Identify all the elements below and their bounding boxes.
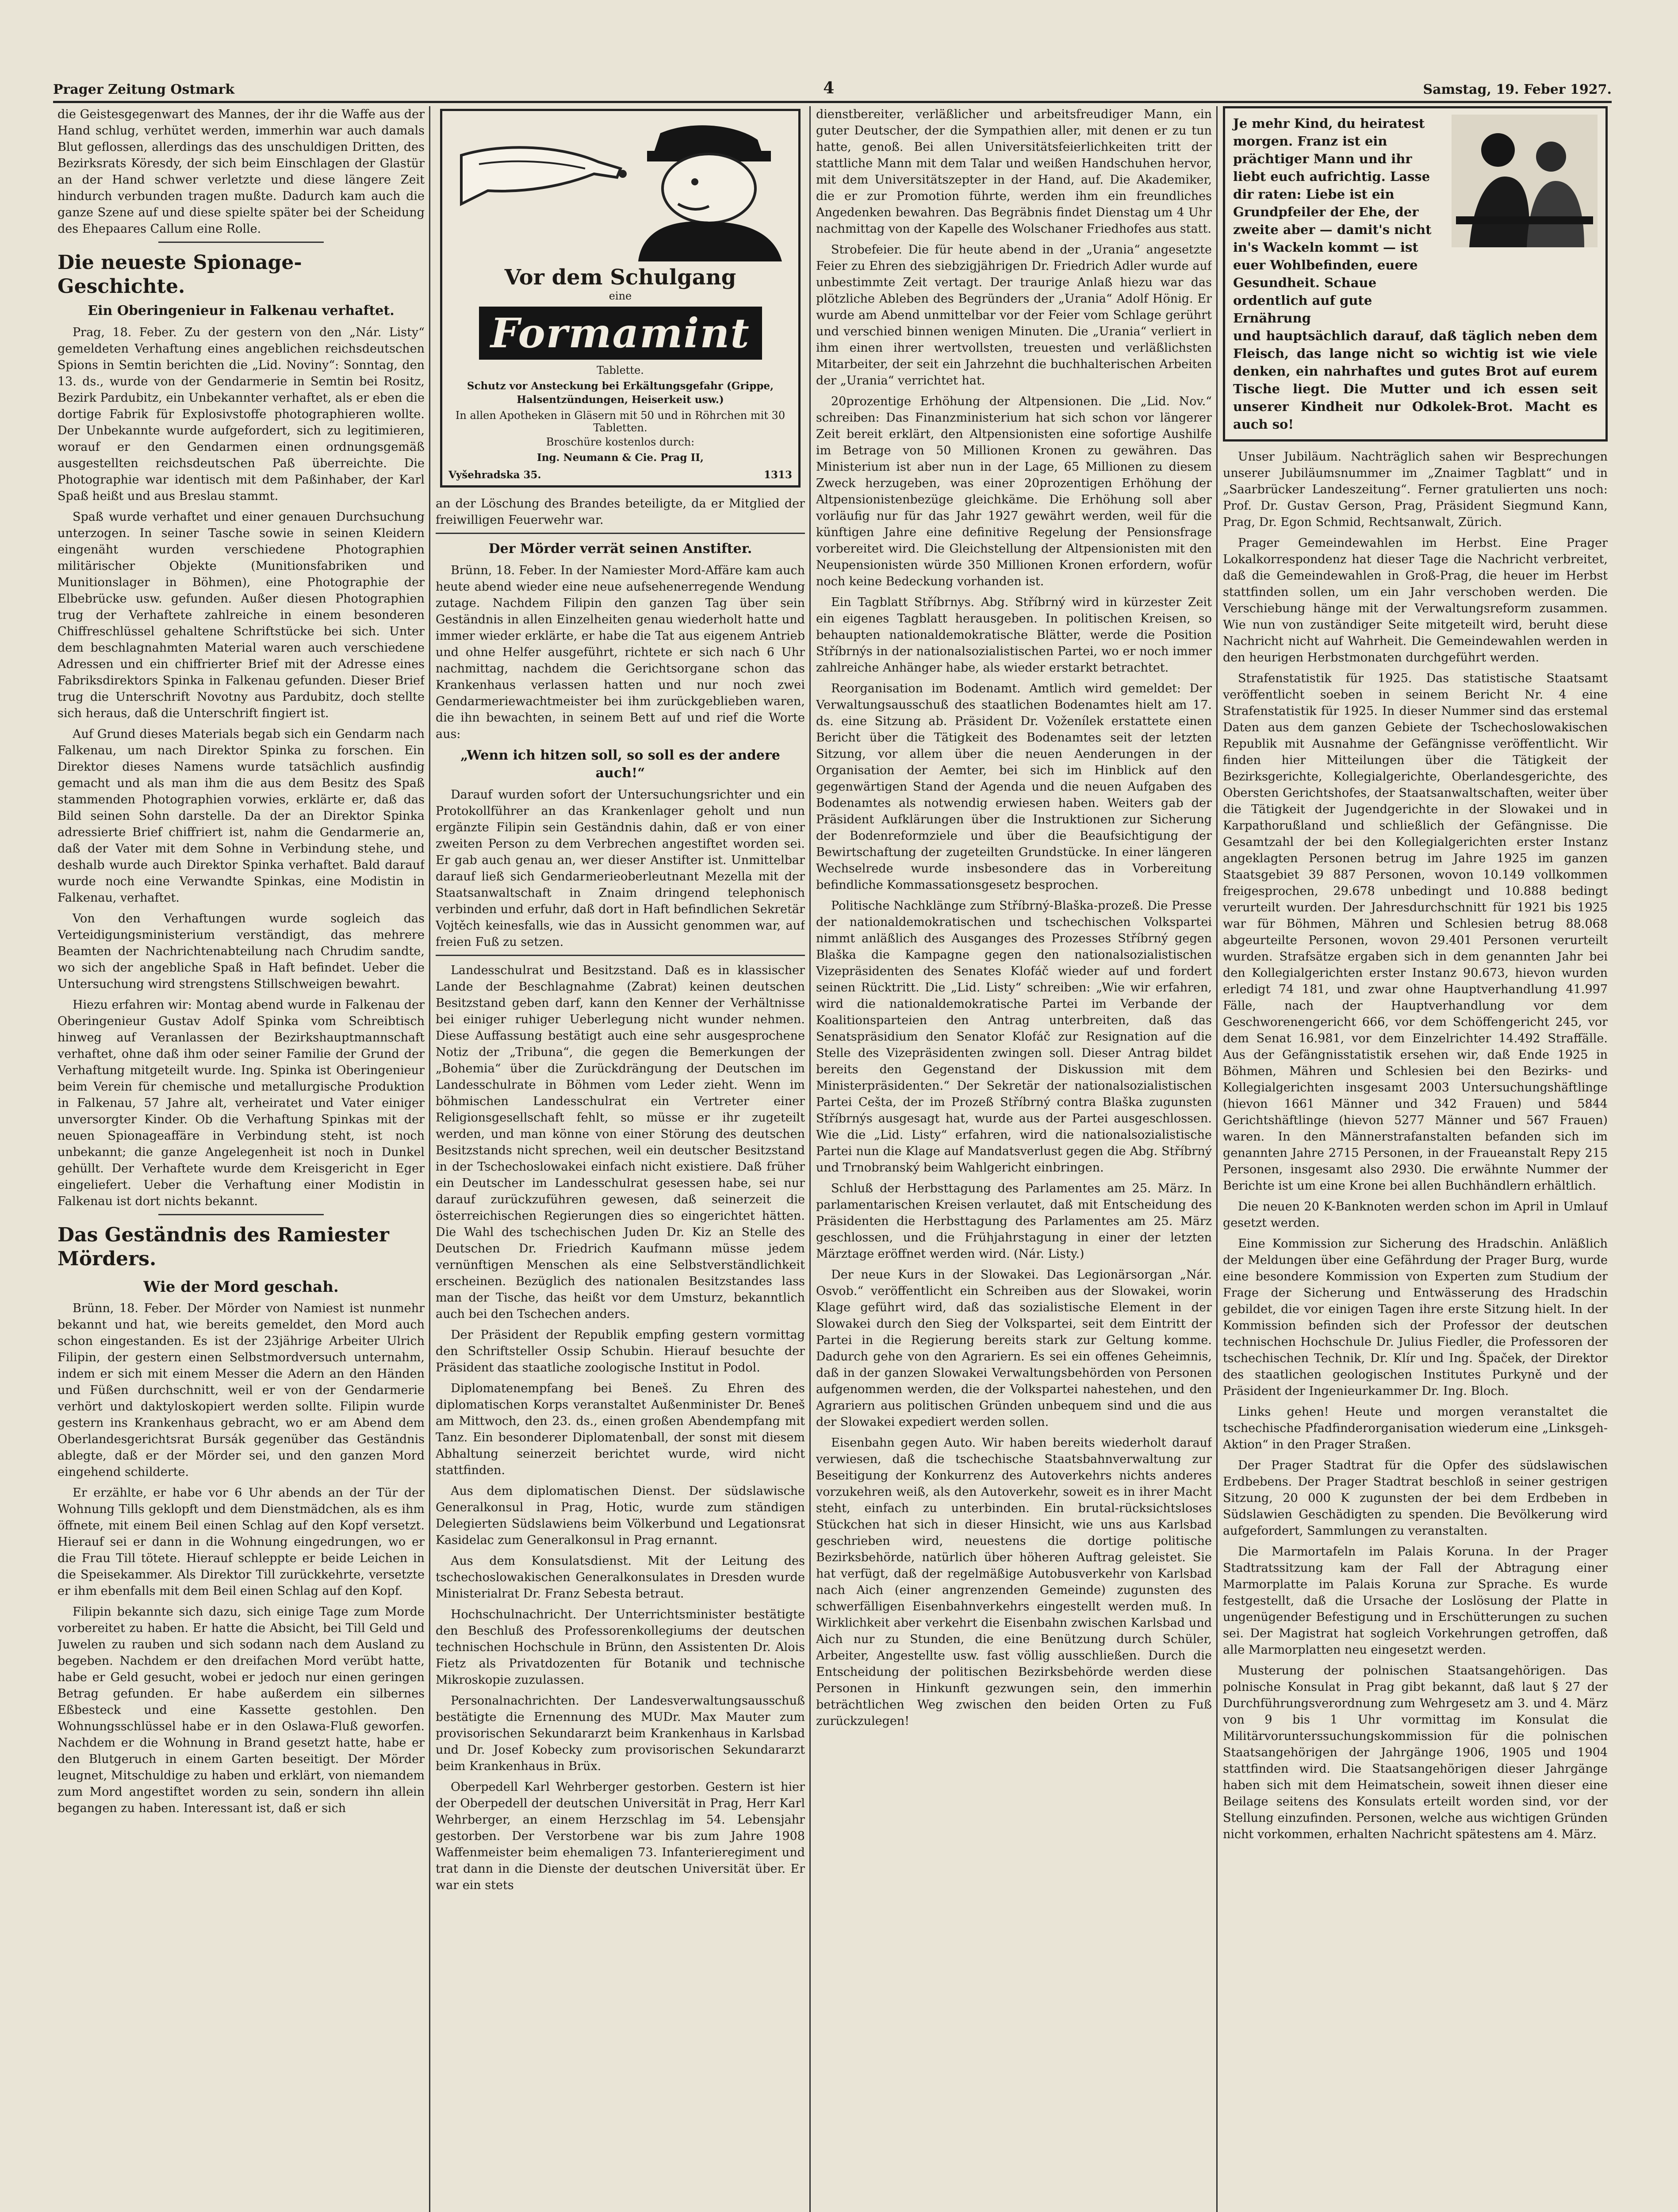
- ad-street: Vyšehradska 35.: [448, 469, 541, 481]
- ad-address-row: [448, 469, 792, 481]
- column-1: [57, 106, 425, 2212]
- article-text: Die Marmortafeln im Palais Koruna. In der Prager Stadtratssitzung kam der Fall der Abtragung einer Marmorplatte im Palais Koruna zur Sprache. Es wurde festgestellt, daß die Ursache der Loslösung der Platte in ungenügender Befestigung und in Erschütterungen zu suchen sei. Der Magistrat hat sogleich Vorkehrungen getroffen, daß alle Marmorplatten neu eingesetzt werden.: [1223, 1545, 1608, 1657]
- headline-instigator: Der Mörder verrät seinen Anstifter.: [488, 541, 752, 557]
- ad-body: [1233, 115, 1598, 327]
- illustration-mother-daughter: [1452, 115, 1598, 247]
- article-text: die Geistesgegenwart des Mannes, der ihr die Waffe aus der Hand schlug, verhütet werden, immerhin war auch damals Blut geflossen, allerdings das des unschuldigen Dritten, des Bezirksrats Köresdy, der sich beim Einschlagen der Glastür an der Hand schwer verletzte und diese längere Zeit hindurch verbunden tragen mußte. Dadurch kam auch die ganze Szene auf und diese spielte später bei der Scheidung des Ehepaares Callum eine Rolle.: [57, 108, 425, 236]
- column-4: [1223, 106, 1608, 2212]
- article-text: Landesschulrat und Besitzstand. Daß es in klassischer Lande der Beschlagnahme (Zabrat) keinen deutschen Besitzstand geben darf, kann den Kenner der Verhältnisse bei einiger ruhiger Ueberlegung nicht wunder nehmen. Diese Auffassung bestätigt auch eine sehr ausgesprochene Notiz der „Tribuna“, die gegen die Bemerkungen der „Bohemia“ über die Zurückdrängung der Deutschen im Landesschulrate in Böhmen vom Leder zieht. Wenn im böhmischen Landesschulrat ein Vertreter einer Religionsgesellschaft fehlt, so müsse er ihr zugeteilt werden, und man könne von einer Störung des deutschen Besitzstands nicht sprechen, weil ein deutscher Besitzstand in der Tschechoslowakei einfach nicht existiere. Daß früher ein Deutscher im Landesschulrat gesessen habe, sei nur darauf zurückzuführen gewesen, daß seinerzeit die österreichischen Regierungen dies so eingerichtet hätten. Die Wahl des tschechischen Juden Dr. Kiz an Stelle des Deutschen Dr. Friedrich Kaufmann müsse jedem vernünftigen Menschen als eine Selbstverständlichkeit erscheinen. Bezüglich des nationalen Besitzstandes lass man der Tische, das heißt vor dem Umsturz, bekanntlich auch bei den Tschechen anders.: [436, 964, 805, 1321]
- article-text: Prag, 18. Feber. Zu der gestern von den „Nár. Listy“ gemeldeten Verhaftung eines angeblichen reichsdeutschen Spions in Semtin berichten die „Lid. Noviny“: Sonntag, den 13. ds., wurde von der Gendarmerie in Semtin bei Rositz, Bezirk Pardubitz, ein Unbekannter verhaftet, als er eben die dortige Fabrik für Explosivstoffe photographieren wollte. Der Unbekannte wurde aufgefordert, sich zu legitimieren, worauf er den Gendarmen einen ordnungsgemäß ausgestellten reichsdeutschen Paß überreichte. Die Photographie war identisch mit dem Paßinhaber, der Karl Spaß heißt und aus Breslau stammt.: [57, 326, 425, 503]
- article-text: Eisenbahn gegen Auto. Wir haben bereits wiederholt darauf verwiesen, daß die tschechische Staatsbahnverwaltung zur Beseitigung der Konkurrenz des Autoverkehrs nichts anderes vorzukehren weiß, als den Autoverkehr, soweit es in ihrer Macht steht, einfach zu unterbinden. Ein brutal-rücksichtsloses Stückchen hat sich in dieser Hinsicht, wie uns aus Karlsbad geschrieben wird, neuestens die dortige politische Bezirksbehörde, natürlich über höheren Auftrag geleistet. Sie hat verfügt, daß der regelmäßige Autobusverkehr von Karlsbad nach Aich (einer angrenzenden Gemeinde) zugunsten des schwerfälligen Eisenbahnverkehrs eingestellt werden muß. In Wirklichkeit aber verkehrt die Eisenbahn zwischen Karlsbad und Aich nur zu Stunden, die eine Benützung durch Schüler, Arbeiter, Angestellte usw. fast völlig ausschließen. Durch die Entscheidung der politischen Bezirksbehörde werden diese Personen in Hinkunft gezwungen sein, den immerhin beträchtlichen Weg zwischen den beiden Orten zu Fuß zurückzulegen!: [816, 1436, 1212, 1728]
- illustration-hand-and-boy: [452, 115, 789, 261]
- article-text: Hiezu erfahren wir: Montag abend wurde in Falkenau der Oberingenieur Gustav Adolf Spinka vom Schreibtisch hinweg auf Veranlassen der Bezirkshauptmannschaft verhaftet, ohne daß ihm oder seiner Familie der Grund der Verhaftung mitgeteilt wurde. Ing. Spinka ist Oberingenieur beim Verein für chemische und metallurgische Produktion in Falkenau, 57 Jahre alt, verheiratet und Vater einiger unversorgter Kinder. Ob die Verhaftung Spinkas mit der neuen Spionageaffäre in Verbindung steht, ist noch unbekannt; die ganze Angelegenheit ist noch in Dunkel gehüllt. Der Verhaftete wurde dem Kreisgericht in Eger eingeliefert. Ueber die Verhaftung einer Modistin in Falkenau ist dort nichts bekannt.: [57, 998, 425, 1208]
- ad-brochure: Broschüre kostenlos durch:: [546, 436, 695, 448]
- quote: „Wenn ich hitzen soll, so soll es der andere auch!“: [460, 748, 780, 781]
- ad-text-bottom: und hauptsächlich darauf, daß täglich neben dem Fleisch, das lange nicht so wichtig ist wie viele denken, ein nahrhaftes und gutes Brot auf eurem Tische liegt. Die Mutter und ich essen seit unserer Kindheit nur Odkolek-Brot. Macht es auch so!: [1233, 328, 1598, 432]
- article-text: Darauf wurden sofort der Untersuchungsrichter und ein Protokollführer an das Krankenlager geholt und nun ergänzte Filipin sein Geständnis dahin, daß er von einer zweiten Person zu dem Verbrechen angestiftet worden sei. Er gab auch genau an, wer dieser Anstifter ist. Unmittelbar darauf ließ sich Gendarmerieoberleutnant Mezella mit der Staatsanwaltschaft in Znaim dringend telephonisch verbinden und erfuhr, daß dort in Haft befindlichen Sekretär Vojtěch keinesfalls, wie das in Aussicht genommen war, auf freien Fuß zu setzen.: [436, 788, 805, 949]
- article-text: 20prozentige Erhöhung der Altpensionen. Die „Lid. Nov.“ schreiben: Das Finanzministerium hat sich schon vor längerer Zeit bereit erklärt, den Altpensionisten eine sofortige Aushilfe im Betrage von 50 Millionen Kronen zu gewähren. Das Ministerium ist aber nun in der Lage, 65 Millionen zu diesem Zweck herzugeben, was einer 20prozentigen Erhöhung der Altpensionistenbezüge gleichkäme. Die Erhöhung soll aber vorläufig nur für das Jahr 1927 gewährt werden, weil für die künftigen Jahre eine definitive Regelung der Pensionsfrage vorbereitet wird. Die Gleichstellung der Altpensionisten mit den Neupensionisten würde 350 Millionen Kronen erfordern, wofür noch keine Bedeckung vorhanden ist.: [816, 395, 1212, 588]
- article-text: Aus dem Konsulatsdienst. Mit der Leitung des tschechoslowakischen Generalkonsulates in Dresden wurde Ministerialrat Dr. Franz Sebesta betraut.: [436, 1554, 805, 1601]
- article-text: Links gehen! Heute und morgen veranstaltet die tschechische Pfadfinderorganisation wiederum eine „Linksgeh-Aktion“ in den Prager Straßen.: [1223, 1405, 1608, 1452]
- article-text: Politische Nachklänge zum Stříbrný-Blaška-prozeß. Die Presse der nationaldemokratischen und tschechischen Volkspartei nimmt anläßlich des Ausganges des Prozesses Stříbrný gegen Blaška die Kampagne gegen den nationalsozialistischen Vizepräsidenten des Senates Klofáč wieder auf und fordert seinen Rücktritt. Die „Lid. Listy“ schreiben: „Wie wir erfahren, wird die nationaldemokratische Partei im Verbande der Koalitionsparteien den Antrag unterbreiten, daß das Senatspräsidium den Senator Klofáč zur Resignation auf die Stelle des Vizepräsidenten zwingen soll. Dieser Antrag bildet bereits den Gegenstand der Diskussion mit dem Ministerpräsidenten.“ Der Sekretär der nationalsozialistischen Partei Cešta, der im Prozeß Stříbrný contra Blaška zugunsten Stříbrnýs ausgesagt hat, wurde aus der Partei ausgeschlossen. Wie die „Lid. Listy“ erfahren, wird die nationalsozialistische Partei nun die Klage auf Mandatsverlust gegen die Abg. Stříbrný und Trnobranský beim Wahlgericht einbringen.: [816, 899, 1212, 1175]
- article-text: Personalnachrichten. Der Landesverwaltungsausschuß bestätigte die Ernennung des MUDr. Max Mauter zum provisorischen Sekundararzt beim Krankenhaus in Karlsbad und Dr. Josef Kobecky zum provisorischen Sekundararzt beim Krankenhaus in Brüx.: [436, 1694, 805, 1773]
- article-text: Filipin bekannte sich dazu, sich einige Tage zum Morde vorbereitet zu haben. Er hatte die Absicht, bei Till Geld und Juwelen zu rauben und sich sodann nach dem Ausland zu begeben. Nachdem er den dreifachen Mord verübt hatte, habe er Geld gesucht, wobei er jedoch nur einen geringen Betrag gefunden. Er habe außerdem ein silbernes Eßbesteck und eine Kassette gestohlen. Den Wohnungsschlüssel habe er in den Oslawa-Fluß geworfen. Nachdem er die Wohnung in Brand gesetzt hatte, habe er den Blutgeruch in einem Garten beseitigt. Der Mörder leugnet, Mitschuldige zu haben und erklärt, von niemandem zum Mord angestiftet worden zu sein, sondern ihn allein begangen zu haben. Interessant ist, daß er sich: [57, 1605, 425, 1815]
- article-text: Schluß der Herbsttagung des Parlamentes am 25. März. In parlamentarischen Kreisen verlautet, daß mit Entscheidung des Präsidenten die Herbsttagung des Parlamentes am 25. März geschlossen, und die Frühjahrstagung in einer der letzten Märztage eröffnet werden wird. (Nár. Listy.): [816, 1182, 1212, 1261]
- ad-text-top: Je mehr Kind, du heiratest morgen. Franz ist ein prächtiger Mann und ihr liebt euch aufrichtig. Lasse dir raten: Liebe ist ein Grundpfeiler der Ehe, der zweite aber — damit's nicht in's Wackeln kommt — ist euer Wohlbefinden, euere Gesundheit. Schaue ordentlich auf gute Ernährung: [1233, 116, 1432, 326]
- article-text: Er erzählte, er habe vor 6 Uhr abends an der Tür der Wohnung Tills geklopft und dem Dienstmädchen, als es ihm öffnete, mit einem Beil einen Schlag auf den Kopf versetzt. Hierauf sei er dann in die Wohnung eingedrungen, wo er die Frau Till tötete. Hierauf schleppte er beide Leichen in die Speisekammer. Als Direktor Till zurückkehrte, versetzte er ihm ebenfalls mit dem Beil einen Schlag auf den Kopf.: [57, 1486, 425, 1598]
- ad-headline: Vor dem Schulgang: [504, 265, 736, 290]
- article-text: dienstbereiter, verläßlicher und arbeitsfreudiger Mann, ein guter Deutscher, der die Sympathien aller, mit denen er zu tun hatte, genoß. Bei allen Universitätsfeierlichkeiten tritt der stattliche Mann mit dem Talar und weißen Handschuhen hervor, mit dem Universitätszepter in der Hand, auf. Die Akademiker, die er zur Promotion führte, werden ihm ein freundliches Angedenken bewahren. Das Begräbnis findet Dienstag um 4 Uhr nachmittag von der Kapelle des Wolschaner Friedhofes aus statt.: [816, 108, 1212, 236]
- article-text: Brünn, 18. Feber. In der Namiester Mord-Affäre kam auch heute abend wieder eine neue aufsehenerregende Wendung zutage. Nachdem Filipin den ganzen Tag über sein Geständnis in allen Einzelheiten genau wiederholt hatte und immer wieder erklärte, er habe die Tat aus eigenem Antrieb und ohne Helfer ausgeführt, richtete er sich nach 6 Uhr nachmittag, nachdem die Gerichtsorgane schon das Krankenhaus verlassen hatten und nur noch zwei Gendarmeriewachtmeister bei ihm zurückgeblieben waren, die ihn bewachten, in seinem Bett auf und rief die Worte aus:: [436, 564, 805, 741]
- subheadline-spy: Ein Oberingenieur in Falkenau verhaftet.: [88, 303, 395, 319]
- article-text: Der Prager Stadtrat für die Opfer des südslawischen Erdbebens. Der Prager Stadtrat beschloß in seiner gestrigen Sitzung, 20 000 K zugunsten der bei dem Erdbeben in Südslawien Geschädigten zu spenden. Die Bevölkerung wird aufgefordert, Sammlungen zu veranstalten.: [1223, 1459, 1608, 1538]
- ad-availability: In allen Apotheken in Gläsern mit 50 und in Röhrchen mit 30 Tabletten.: [455, 409, 785, 434]
- article-text: Strobefeier. Die für heute abend in der „Urania“ angesetzte Feier zu Ehren des siebzigjährigen Dr. Friedrich Adler wurde auf unbestimmte Zeit vertagt. Der traurige Anlaß hiezu war das plötzliche Ableben des Begründers der „Urania“ Adolf Hönig. Er wurde am Abend unmittelbar vor der Feier vom Schlage gerührt und verschied binnen wenigen Minuten. Die „Urania“ verliert in ihm einen ihrer wertvollsten, treuesten und verläßlichsten Mitarbeiter, der seit ein Jahrzehnt die buchhalterischen Arbeiten der „Urania“ verrichtet hat.: [816, 243, 1212, 388]
- article-text: Oberpedell Karl Wehrberger gestorben. Gestern ist hier der Oberpedell der deutschen Universität in Prag, Herr Karl Wehrberger, an einem Herzschlag im 54. Lebensjahr gestorben. Der Verstorbene war bis zum Jahre 1908 Waffenmeister beim ehemaligen 73. Infanterieregiment und trat dann in die Dienste der deutschen Universität über. Er war ein stets: [436, 1780, 805, 1892]
- article-text: Strafenstatistik für 1925. Das statistische Staatsamt veröffentlicht soeben in seinem Bericht Nr. 4 eine Strafenstatistik für 1925. In dieser Nummer sind das erstemal Daten aus dem ganzen Gebiete der Tschechoslowakischen Republik mit Ausnahme der Gefängnisse veröffentlicht. Wir finden hier Mitteilungen über die Tätigkeit der Bezirksgerichte, Kollegialgerichte, Oberlandesgerichte, des Obersten Gerichtshofes, der Staatsanwaltschaften, weiter über die Tätigkeit der Jugendgerichte in der Slowakei und in Karpathorußland und schließlich der Gefängnisse. Die Gesamtzahl der bei den Kollegialgerichten erster Instanz angeklagten Personen betrug im Jahre 1925 im ganzen Staatsgebiet 39 887 Personen, wovon 10.149 vollkommen freigesprochen, 29.678 unbedingt und 10.888 bedingt verurteilt wurden. Der Jahresdurchschnitt für 1921 bis 1925 war für Böhmen, Mähren und Schlesien betrug 88.068 abgeurteilte Personen, wovon 29.401 Personen verurteilt wurden. Strafsätze ergaben sich in dem genannten Jahr bei den Kollegialgerichten erster Instanz 90.673, hievon wurden erledigt 74 181, und zwar ohne Hauptverhandlung 41.997 Fälle, nach der Hauptverhandlung vor dem Geschworenengericht 666, vor dem Schöffengericht 245, vor dem Senat 16.981, vor dem Einzelrichter 14.492 Straffälle. Aus der Gefängnisstatistik ersehen wir, daß Ende 1925 in Böhmen, Mähren und Schlesien bei den Bezirks- und Kollegialgerichten insgesamt 2003 Untersuchungshäftlinge (hievon 1661 Männer und 342 Frauen) und 5844 Gerichtshäftlinge (hievon 5277 Männer und 567 Frauen) waren. In den Männerstrafanstalten befanden sich im genannten Jahre 2715 Personen, in der Fraueanstalt Repy 215 Personen, insgesamt also 2930. Die erwähnte Nummer der Berichte ist um eine Krone bei allen Buchhändlern erhältlich.: [1223, 672, 1608, 1193]
- article-text: Hochschulnachricht. Der Unterrichtsminister bestätigte den Beschluß des Professorenkollegiums der deutschen technischen Hochschule in Brünn, den Assistenten Dr. Alois Fietz als Privatdozenten für Botanik und technische Mikroskopie zuzulassen.: [436, 1608, 805, 1687]
- page-number: 4: [823, 79, 835, 97]
- subheadline-confession: Wie der Mord geschah.: [143, 1278, 339, 1296]
- article-text: Prager Gemeindewahlen im Herbst. Eine Prager Lokalkorrespondenz hat dieser Tage die Nachricht verbreitet, daß die Gemeindewahlen in Groß-Prag, die heuer im Herbst stattfinden sollen, um ein Jahr verschoben werden. Die Verschiebung hänge mit der Verwaltungsreform zusammen. Wie nun von zuständiger Seite mitgeteilt wird, beruht diese Nachricht nicht auf Wahrheit. Die Gemeindewahlen werden in den heurigen Herbstmonaten durchgeführt werden.: [1223, 536, 1608, 664]
- article-text: Diplomatenempfang bei Beneš. Zu Ehren des diplomatischen Korps veranstaltet Außenminister Dr. Beneš am Mittwoch, den 23. ds., einen großen Abendempfang mit Tanz. Ein besonderer Diplomatenball, der sonst mit diesem Abhaltung seinerzeit berichtet wurde, wird nicht stattfinden.: [436, 1382, 805, 1477]
- column-2: [436, 106, 805, 2212]
- article-text: Unser Jubiläum. Nachträglich sahen wir Besprechungen unserer Jubiläumsnummer im „Znaimer Tagblatt“ und in „Saarbrücker Landeszeitung“. Ferner gratulierten uns noch: Prof. Dr. Gustav Gerson, Prag, Präsident Siegmund Kann, Prag, Dr. Egon Schmid, Rechtsanwalt, Zürich.: [1223, 450, 1608, 529]
- separator: [158, 1214, 324, 1215]
- article-text: Eine Kommission zur Sicherung des Hradschin. Anläßlich der Meldungen über eine Gefährdung der Prager Burg, wurde eine besondere Kommission von Experten zum Studium der Frage der Sicherung und Entwässerung des Hradschin gebildet, die vor einigen Tagen ihre erste Sitzung hielt. In der Kommission befinden sich der Professor der deutschen technischen Hochschule Dr. Julius Fiedler, die Professoren der tschechischen Technik, Dr. Klír und Ing. Špaček, der Direktor des staatlichen geologischen Institutes Purkyně und der Präsident der Ingenieurkammer Dr. Ing. Bloch.: [1223, 1237, 1608, 1398]
- headline-spy: Die neueste Spionage-Geschichte.: [57, 251, 302, 298]
- ad-number: 1313: [763, 469, 792, 481]
- column-rule: [1216, 106, 1218, 2212]
- column-rule: [429, 106, 430, 2212]
- article-text: Spaß wurde verhaftet und einer genauen Durchsuchung unterzogen. In seiner Tasche sowie in seinen Kleidern eingenäht wurden verschiedene Photographien militärischer Objekte (Munitionsfabriken und Munitionslager in Böhmen), eine Photographie der Elbebrücke usw. gefunden. Außer diesen Photographien trug der Verhaftete zahlreiche in einem besonderen Chiffreschlüssel gehaltene Schriftstücke bei sich. Unter dem beschlagnahmten Material waren auch verschiedene Adressen und ein chiffrierter Brief mit der Adresse eines Fabriksdirektors Spinka in Falkenau gefunden. Dieser Brief trug die Unterschrift Novotny aus Pardubitz, doch stellte sich heraus, daß die Unterschrift fingiert ist.: [57, 510, 425, 720]
- article-text: an der Löschung des Brandes beteiligte, da er Mitglied der freiwilligen Feuerwehr war.: [436, 497, 805, 527]
- article-text: Der Präsident der Republik empfing gestern vormittag den Schriftsteller Ossip Schubin. Hierauf besuchte der Präsident das staatliche zoologische Institut in Podol.: [436, 1328, 805, 1375]
- ad-company: Ing. Neumann & Cie. Prag II,: [536, 452, 704, 464]
- odkolek-advertisement: [1223, 106, 1608, 442]
- ad-product: Tablette.: [597, 364, 644, 376]
- formamint-advertisement: [440, 109, 801, 488]
- separator: [158, 242, 324, 243]
- article-text: Ein Tagblatt Stříbrnys. Abg. Stříbrný wird in kürzester Zeit ein eigenes Tagblatt herausgeben. In politischen Kreisen, so behaupten nationaldemokratische Blätter, werde die Position Stříbrnýs in der nationalsozialistischen Partei, wo er noch immer zahlreiche Anhänger habe, als wieder erstarkt betrachtet.: [816, 595, 1212, 675]
- separator: [436, 533, 805, 534]
- article-text: Brünn, 18. Feber. Der Mörder von Namiest ist nunmehr bekannt und hat, wie bereits gemeldet, den Mord auch schon eingestanden. Es ist der 23jährige Arbeiter Ulrich Filipin, der gestern einen Selbstmordversuch unternahm, indem er sich mit einem Messer die Adern an den Händen und Füßen durchschnitt, weil er von der Gendarmerie verhört und daktyloskopiert werden sollte. Filipin wurde gestern ins Krankenhaus gebracht, wo er am Abend dem Oberlandesgerichtsrat Bursák gegenüber das Geständnis ablegte, daß er der Mörder sei, und den ganzen Mord eingehend schilderte.: [57, 1302, 425, 1479]
- article-text: Der neue Kurs in der Slowakei. Das Legionärsorgan „Nár. Osvob.“ veröffentlicht ein Schreiben aus der Slowakei, worin Klage geführt wird, daß das sozialistische Element in der Slowakei durch den Sieg der Volkspartei, seit dem Eintritt der Partei in die Regierung bereits stark zur Geltung komme. Dadurch gehe von den Agrariern. Es sei ein offenes Geheimnis, daß in der ganzen Slowakei Verwaltungsbehörden von Personen aufgenommen werden, die der Volkspartei nahestehen, und den Agrariern aus politischen Gründen unbequem sind und die aus der Slowakei expediert werden sollen.: [816, 1268, 1212, 1429]
- issue-date: Samstag, 19. Feber 1927.: [1423, 82, 1612, 97]
- page-header: [53, 66, 1612, 103]
- ad-eine: eine: [609, 290, 632, 302]
- article-text: Reorganisation im Bodenamt. Amtlich wird gemeldet: Der Verwaltungsausschuß des staatlichen Bodenamtes hielt am 17. ds. eine Sitzung ab. Präsident Dr. Voženílek erstattete einen Bericht über die Tätigkeit des Bodenamtes seit der letzten Sitzung, vor allem über die neuen Aenderungen in der Organisation der Aemter, bei sich im Hinblick auf den gegenwärtigen Stand der Agenda und die neuen Aufgaben des Bodenamtes als notwendig erwiesen haben. Weiters gab der Präsident Aufklärungen über die Instruktionen zur Sicherung der Bodenreformziele und über die Beaufsichtigung der Bewirtschaftung der zugeteilten Grundstücke. In einer längeren Wechselrede wurde insbesondere das in Vorbereitung befindliche Kommassationsgesetz besprochen.: [816, 682, 1212, 892]
- headline-confession: Das Geständnis des Ramiester Mörders.: [57, 1224, 389, 1270]
- ad-brand-logo: Formamint: [479, 307, 762, 360]
- column-rule: [809, 106, 811, 2212]
- article-text: Musterung der polnischen Staatsangehörigen. Das polnische Konsulat in Prag gibt bekannt, daß laut § 27 der Durchführungsverordnung zum Wehrgesetz am 3. und 4. März von 9 bis 1 Uhr vormittag im Konsulat die Militärvorunterssuchungskommission für die polnischen Staatsangehörigen der Jahrgänge 1906, 1905 und 1904 stattfinden wird. Die Staatsangehörigen dieser Jahrgänge haben sich mit dem Heimatschein, soweit ihnen dieser eine Beilage seitens des Konsulats erteilt worden sind, vor der Stellung einzufinden. Personen, welche aus wichtigen Gründen nicht vorkommen, erhalten Nachricht spätestens am 4. März.: [1223, 1664, 1608, 1841]
- article-text: Auf Grund dieses Materials begab sich ein Gendarm nach Falkenau, um nach Direktor Spinka zu forschen. Ein Direktor dieses Namens wurde tatsächlich ausfindig gemacht und als man ihm die aus dem Besitz des Spaß stammenden Photographien vorwies, erklärte er, daß das Bild seinen Sohn darstelle. Da der an Direktor Spinka adressierte Brief chiffriert ist, nahm die Gendarmerie an, daß der Vater mit dem Sohne in Verbindung stehe, und deshalb wurde auch Direktor Spinka verhaftet. Bald darauf wurde noch eine Verwandte Spinkas, eine Modistin in Falkenau, verhaftet.: [57, 727, 425, 905]
- column-3: [816, 106, 1212, 2212]
- masthead: Prager Zeitung Ostmark: [53, 82, 235, 97]
- article-text: Die neuen 20 K-Banknoten werden schon im April in Umlauf gesetzt werden.: [1223, 1200, 1608, 1230]
- article-text: Aus dem diplomatischen Dienst. Der südslawische Generalkonsul in Prag, Hotic, wurde zum ständigen Delegierten Südslawiens beim Völkerbund und Legationsrat Kasidelac zum Generalkonsul in Prag ernannt.: [436, 1484, 805, 1547]
- ad-claim: Schutz vor Ansteckung bei Erkältungsgefahr (Grippe, Halsentzündungen, Heiserkeit usw.): [467, 380, 774, 406]
- separator: [436, 955, 805, 956]
- article-text: Von den Verhaftungen wurde sogleich das Verteidigungsministerium verständigt, das mehrere Beamten der Nachrichtenabteilung nach Chrudim sandte, wo sich der angebliche Spaß in Haft befindet. Ueber die Untersuchung wird strengstens Stillschweigen bewahrt.: [57, 912, 425, 991]
